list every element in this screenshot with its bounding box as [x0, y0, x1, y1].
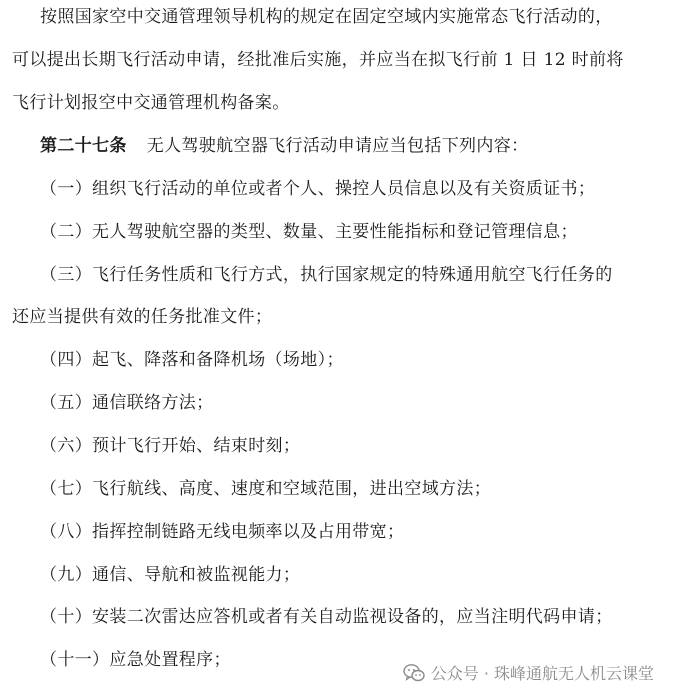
paragraph-line-2: 可以提出长期飞行活动申请，经批准后实施，并应当在拟飞行前 1 日 12 时前将 [12, 50, 624, 70]
list-item-8: （八）指挥控制链路无线电频率以及占用带宽； [40, 522, 405, 542]
list-item-1: （一）组织飞行活动的单位或者个人、操控人员信息以及有关资质证书； [40, 179, 596, 199]
list-item-7: （七）飞行航线、高度、速度和空域范围，进出空域方法； [40, 479, 492, 499]
list-item-3: （三）飞行任务性质和飞行方式，执行国家规定的特殊通用航空飞行任务的 [40, 265, 613, 285]
list-item-4: （四）起飞、降落和备降机场（场地）； [40, 350, 344, 370]
list-item-11: （十一）应急处置程序； [40, 650, 231, 670]
paragraph-line-1: 按照国家空中交通管理领导机构的规定在固定空域内实施常态飞行活动的， [40, 7, 613, 27]
wechat-watermark [399, 659, 658, 686]
list-item-3-continued: 还应当提供有效的任务批准文件； [12, 307, 273, 327]
list-item-9: （九）通信、导航和被监视能力； [40, 565, 301, 585]
article-text: 无人驾驶航空器飞行活动申请应当包括下列内容： [146, 136, 529, 156]
article-number: 第二十七条 [40, 136, 127, 156]
wechat-icon [403, 663, 425, 683]
list-item-10: （十）安装二次雷达应答机或者有关自动监视设备的，应当注明代码申请； [40, 607, 613, 627]
article-heading [40, 134, 528, 158]
list-item-5: （五）通信联络方法； [40, 393, 214, 413]
list-item-2: （二）无人驾驶航空器的类型、数量、主要性能指标和登记管理信息； [40, 222, 578, 242]
paragraph-line-3: 飞行计划报空中交通管理机构备案。 [12, 93, 290, 113]
list-item-6: （六）预计飞行开始、结束时刻； [40, 436, 301, 456]
watermark-text: 公众号 · 珠峰通航无人机云课堂 [430, 664, 654, 683]
